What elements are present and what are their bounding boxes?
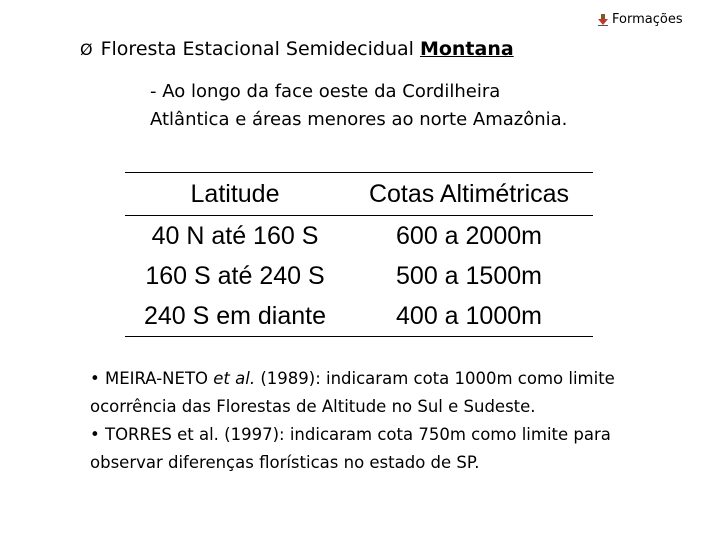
formacoes-nav-link[interactable] [598, 12, 683, 27]
latitude-cell: 240 S em diante [143, 302, 327, 330]
latitude-cell: 40 N até 160 S [151, 222, 319, 250]
note-bullet: • [90, 369, 100, 388]
cota-cell: 400 a 1000m [396, 302, 542, 330]
table-bottom-rule [125, 336, 593, 337]
heading-text: Floresta Estacional Semidecidual [100, 38, 414, 60]
note-text: TORRES et al. (1997): indicaram cota 750m como limite para observar diferenças florísticas no estado de SP. [90, 425, 611, 472]
cota-cell: 600 a 2000m [396, 222, 542, 250]
table-header-row [125, 173, 593, 215]
notes [90, 365, 650, 477]
table-row [125, 296, 593, 336]
description [150, 78, 650, 134]
header-latitude: Latitude [190, 180, 280, 208]
note-etal: et al. [213, 369, 256, 388]
cota-cell: 500 a 1500m [396, 262, 542, 290]
description-line-2: Atlântica e áreas menores ao norte Amazônia. [150, 109, 568, 130]
speaker-arrow-icon [598, 14, 608, 26]
note-meira-neto [90, 365, 650, 421]
description-line-1: - Ao longo da face oeste da Cordilheira [150, 81, 501, 102]
table-row [125, 256, 593, 296]
formacoes-nav-label: Formações [612, 12, 683, 27]
header-cotas: Cotas Altimétricas [368, 180, 570, 208]
note-text: (1989): indicaram cota 1000m como limite ocorrência das Florestas de Altitude no Sul e Sudeste. [90, 369, 615, 416]
latitude-cell: 160 S até 240 S [145, 262, 325, 290]
arrow-bullet-icon: Ø [80, 39, 93, 59]
note-author: MEIRA-NETO [104, 369, 209, 388]
note-torres [90, 421, 650, 477]
note-bullet: • [90, 425, 100, 444]
section-heading [80, 38, 514, 60]
table-row [125, 216, 593, 256]
altitude-table [125, 172, 593, 337]
heading-emphasis: Montana [419, 38, 514, 60]
